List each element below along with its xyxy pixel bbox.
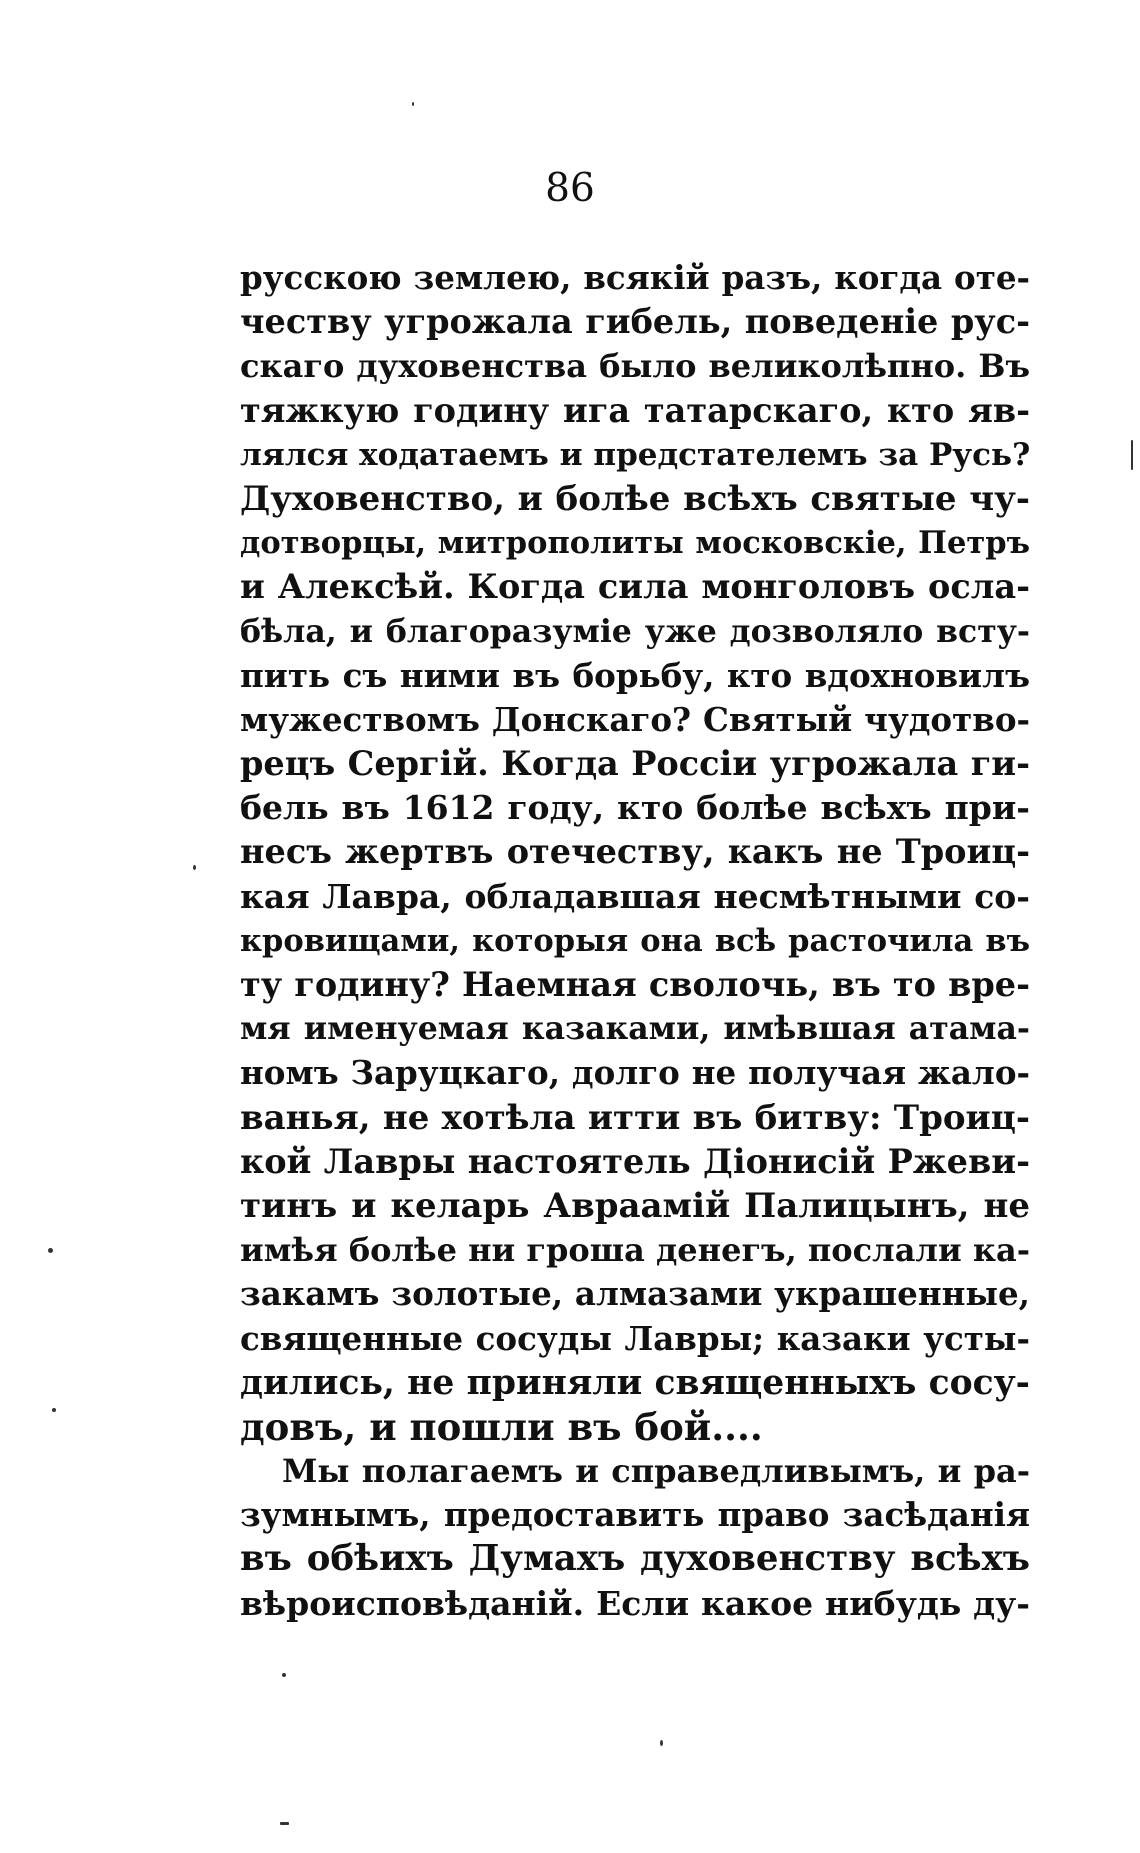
text-line: вѣроисповѣданій. Если какое нибудь ду- — [240, 1583, 1030, 1623]
text-line: закамъ золотые, алмазами украшенные, — [240, 1274, 1030, 1314]
text-line: и Алексѣй. Когда сила монголовъ осла- — [240, 567, 1030, 607]
text-line: мужествомъ Донскаго? Святый чудотво- — [240, 699, 1030, 739]
scan-speck — [193, 865, 196, 870]
text-line: священные сосуды Лавры; казаки усты- — [240, 1318, 1030, 1358]
text-line: тяжкую годину ига татарскаго, кто яв- — [240, 390, 1030, 430]
text-line: довъ, и пошли въ бой.... — [240, 1404, 763, 1449]
text-line: имѣя болѣе ни гроша денегъ, послали ка- — [240, 1231, 1030, 1270]
scan-speck — [412, 102, 414, 106]
text-line: мя именуемая казаками, имѣвшая атама- — [240, 1010, 1030, 1048]
text-line: тинъ и келарь Авраамій Палицынъ, не — [240, 1185, 1030, 1226]
paragraph-1 — [240, 256, 1030, 1449]
text-line: кой Лавры настоятель Діонисій Ржеви- — [240, 1141, 1030, 1181]
scan-speck — [48, 1248, 53, 1253]
scan-speck — [660, 1740, 663, 1746]
text-line: лялся ходатаемъ и предстателемъ за Русь? — [240, 436, 1031, 473]
text-line: дотворцы, митрополиты московскіе, Петръ — [240, 525, 1030, 562]
text-line: несъ жертвъ отечеству, какъ не Троиц- — [240, 832, 1030, 872]
text-line: пить съ ними въ борьбу, кто вдохновилъ — [240, 655, 1030, 695]
text-line: номъ Заруцкаго, долго не получая жало- — [240, 1053, 1030, 1093]
text-line: кровищами, которыя она всѣ расточила въ — [240, 922, 1030, 959]
text-line: рецъ Сергій. Когда Россіи угрожала ги- — [240, 744, 1030, 784]
text-line: ванья, не хотѣла итти въ битву: Троиц- — [240, 1097, 1030, 1138]
text-line: Мы полагаемъ и справедливымъ, и ра- — [282, 1452, 1030, 1491]
text-line: въ обѣихъ Думахъ духовенству всѣхъ — [240, 1538, 1030, 1580]
text-line: ту годину? Наемная сволочь, въ то вре- — [240, 965, 1030, 1004]
text-line: зумнымъ, предоставить право засѣданія — [240, 1495, 1030, 1535]
text-line: бѣла, и благоразуміе уже дозволяло всту- — [240, 612, 1030, 650]
text-line: честву угрожала гибель, поведеніе рус- — [240, 302, 1030, 342]
text-line: дились, не приняли священныхъ сосу- — [240, 1362, 1030, 1403]
paragraph-2 — [240, 1449, 1030, 1626]
scan-speck — [282, 1673, 286, 1677]
text-line: скаго духовенства было великолѣпно. Въ — [240, 347, 1030, 386]
text-line: бель въ 1612 году, кто болѣе всѣхъ при- — [240, 788, 1030, 828]
page-number: 86 — [545, 166, 595, 211]
text-line: русскою землею, всякій разъ, когда оте- — [240, 258, 1030, 297]
body-text — [240, 256, 1030, 1626]
scan-speck — [280, 1822, 289, 1825]
scan-speck — [1131, 440, 1133, 470]
text-line: Духовенство, и болѣе всѣхъ святые чу- — [240, 478, 1030, 519]
text-line: кая Лавра, обладавшая несмѣтными со- — [240, 876, 1030, 916]
scan-speck — [52, 1408, 56, 1412]
